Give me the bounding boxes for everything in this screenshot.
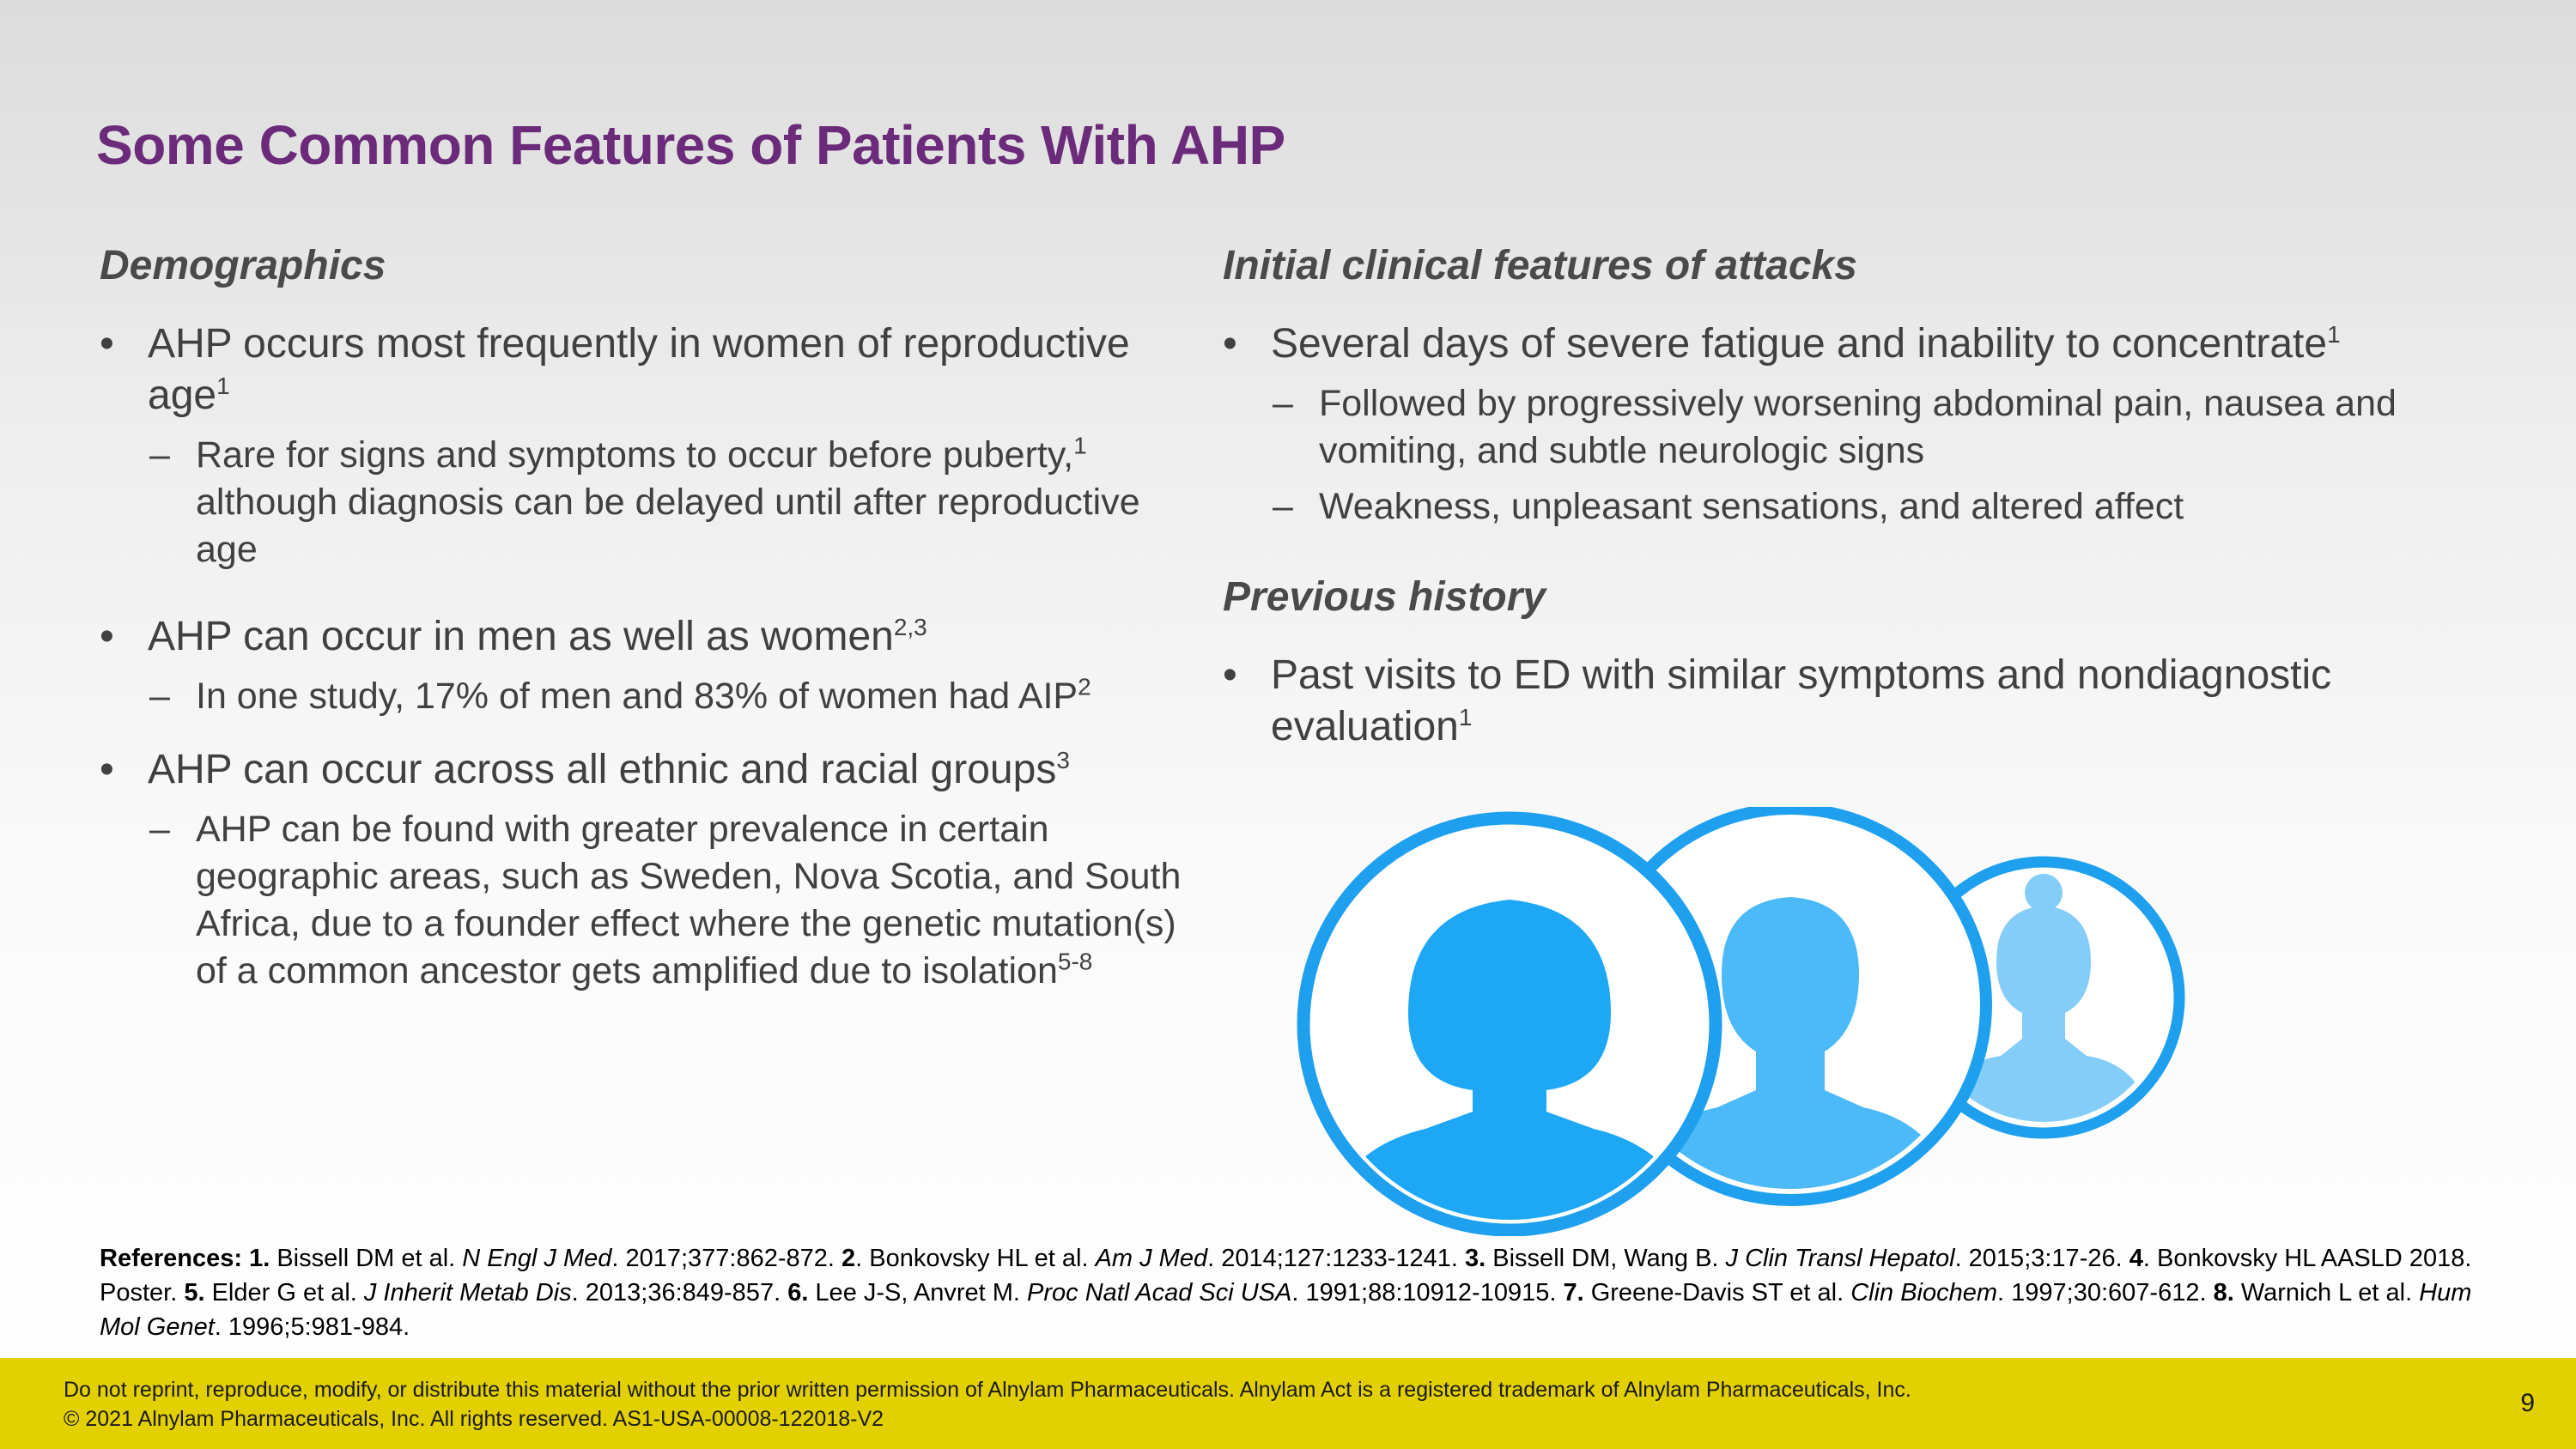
previous-history-heading: Previous history [1223,574,1546,620]
woman-avatar-icon [1303,818,1716,1236]
dash: – [149,809,170,850]
references [100,1241,2487,1344]
bullet-dot: • [100,747,114,792]
sub-bullet-text: Followed by progressively worsening abdominal pain, nausea and vomiting, and subtle neurologic signs [1319,383,2397,471]
bullet-text: Past visits to ED with similar symptoms and nondiagnostic evaluation [1271,652,2332,749]
ref-journal: Proc Natl Acad Sci USA [1027,1279,1292,1307]
references-label: References: [100,1245,243,1272]
ref-authors: Warnich L et al. [2233,1279,2420,1307]
sub-bullet-text: Weakness, unpleasant sensations, and altered affect [1319,486,2184,527]
ref-citation: . 1991;88:10912-10915. [1291,1279,1564,1307]
sub-bullet [1223,380,2442,475]
sub-bullet-text: AHP can be found with greater prevalence in certain geographic areas, such as Sweden, Nova Scotia, and South Africa, due to a founder effect where the genetic mutation(s) of a common ancestor gets amplified due to isolation [196,809,1182,991]
citation: 1 [2327,321,2341,348]
ref-number: 8. [2213,1279,2234,1307]
ref-number: 6. [787,1279,809,1307]
ref-number: 4 [2129,1245,2143,1272]
dash: – [1273,383,1293,424]
citation: 2,3 [893,614,927,640]
page-number: 9 [2520,1389,2535,1417]
citation: 2 [1078,673,1091,700]
ref-authors: Bissell DM, Wang B. [1485,1245,1726,1272]
ref-journal: Clin Biochem [1850,1279,1998,1307]
ref-citation: . 1997;30:607-612. [1997,1279,2214,1307]
initial-features-heading: Initial clinical features of attacks [1223,243,1857,288]
bullet-text: Several days of severe fatigue and inability to concentrate [1271,321,2328,367]
sub-bullet [100,673,1182,720]
ref-authors: Bissell DM et al. [270,1245,463,1272]
bullet-text: AHP can occur in men as well as women [148,614,894,659]
demographics-column [100,242,1182,1003]
patient-avatars-illustration [1297,807,2207,1236]
clinical-features-column [1223,242,2442,763]
citation: 1 [1073,432,1087,459]
dash: – [1273,486,1293,527]
disclaimer-line: Do not reprint, reproduce, modify, or distribute this material without the prior written permission of Alnylam Pharmaceuticals. Alnylam Act is a registered trademark of Alnylam Pharmaceuticals, Inc. [64,1378,1911,1402]
ref-authors: Greene-Davis ST et al. [1583,1279,1851,1307]
demographics-heading: Demographics [100,243,386,288]
ref-citation: . 2013;36:849-857. [571,1279,788,1307]
bullet-text: AHP can occur across all ethnic and racial groups [148,747,1057,792]
bullet [1223,650,2442,753]
ref-citation: . 2015;3:17-26. [1954,1245,2123,1272]
bullet-dot: • [100,321,114,367]
sub-bullet-text: In one study, 17% of men and 83% of women had AIP [196,676,1078,717]
ref-number: 3. [1465,1245,1486,1272]
citation: 1 [216,373,230,399]
ref-number: 7. [1563,1279,1584,1307]
slide-title: Some Common Features of Patients With AHP [96,114,1285,176]
sub-bullet-text: Rare for signs and symptoms to occur before puberty, [196,434,1074,476]
ref-journal: Am J Med [1095,1245,1208,1272]
ref-authors: Elder G et al. [204,1279,364,1307]
dash: – [149,434,170,476]
ref-journal: J Inherit Metab Dis [363,1279,572,1307]
ref-citation: . 1996;5:981-984. [214,1313,410,1341]
sub-bullet [100,806,1182,995]
ref-authors: . Bonkovsky HL et al. [855,1245,1096,1272]
bullet [100,744,1182,796]
ref-journal: N Engl J Med [462,1245,612,1272]
bullet-dot: • [1223,321,1237,367]
sub-bullet [100,432,1182,573]
ref-citation: . 2017;377:862-872. [611,1245,842,1272]
ref-authors: . Bonkovsky HL AASLD 2018. Poster. [100,1245,2472,1307]
ref-number: 2 [841,1245,856,1272]
citation: 3 [1056,747,1070,773]
ref-journal: J Clin Transl Hepatol [1725,1245,1955,1272]
dash: – [149,676,170,717]
bullet-dot: • [100,614,114,659]
copyright-line: © 2021 Alnylam Pharmaceuticals, Inc. All rights reserved. AS1-USA-00008-122018-V2 [64,1407,884,1431]
bullet-dot: • [1223,652,1237,698]
sub-bullet-text-cont: although diagnosis can be delayed until after reproductive age [196,482,1140,570]
citation: 5-8 [1057,948,1093,975]
bullet [1223,318,2442,370]
sub-bullet [1223,483,2442,530]
ref-number: 5. [184,1279,205,1307]
ref-number: 1. [249,1245,270,1272]
ref-authors: Lee J-S, Anvret M. [808,1279,1028,1307]
ref-citation: . 2014;127:1233-1241. [1207,1245,1466,1272]
citation: 1 [1458,704,1473,731]
bullet [100,611,1182,663]
ref-journal: Hum Mol Genet [100,1279,2472,1341]
footer-bar [0,1358,2576,1449]
bullet [100,318,1182,421]
disclaimer [64,1375,1911,1434]
bullet-text: AHP occurs most frequently in women of reproductive age [148,321,1130,418]
